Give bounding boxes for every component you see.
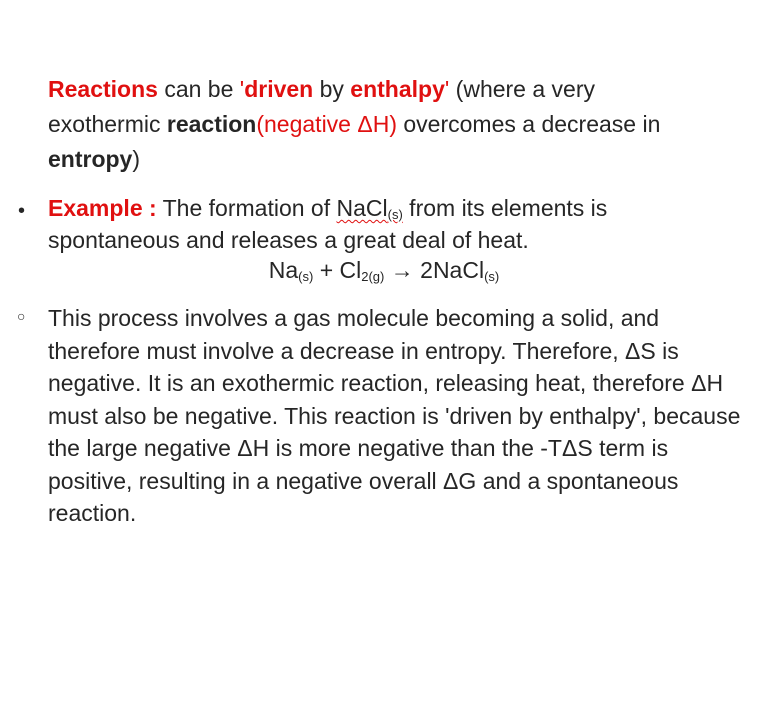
term-enthalpy: enthalpy — [350, 76, 445, 102]
explanation-paragraph: This process involves a gas molecule becoming a solid, and therefore must involve a decrease in entropy. Therefore, ΔS is negative. It is an exothermic reaction, releasing heat, therefore ΔH must also be negative. This reaction is 'driven by enthalpy', because the large negative ΔH is more negative than the -TΔS term is positive, resulting in a negative overall ΔG and a spontaneous reaction. — [48, 305, 741, 526]
intro-text: ) — [132, 146, 141, 172]
chemical-equation — [0, 254, 768, 286]
eq-product-subscript: (s) — [484, 269, 500, 284]
bullet-filled-icon: • — [18, 200, 26, 222]
nacl-subscript: (s) — [387, 207, 403, 222]
example-text: from its elements is spontaneous and releases a great deal of heat. — [48, 195, 608, 253]
eq-na-subscript: (s) — [298, 269, 314, 284]
eq-na: Na — [268, 257, 299, 283]
nacl-text: NaCl — [336, 195, 388, 221]
bullet-hollow-icon: ○ — [17, 308, 26, 324]
intro-text: can be — [157, 76, 240, 102]
quote-mark: ' — [444, 76, 450, 102]
term-driven: driven — [244, 76, 314, 102]
eq-cl-subscript: 2(g) — [361, 269, 385, 284]
example-label: Example : — [48, 195, 157, 221]
term-negative-dh: (negative ΔH) — [256, 111, 397, 137]
intro-text: by — [313, 76, 351, 102]
nacl-formula — [337, 195, 403, 221]
term-entropy: entropy — [48, 146, 133, 172]
example-paragraph — [48, 192, 708, 256]
quote-mark: ' — [239, 76, 245, 102]
intro-text: (where a very exothermic — [48, 76, 595, 137]
term-reaction: reaction — [166, 111, 257, 137]
example-text: The formation of — [156, 195, 337, 221]
eq-cl: + Cl — [313, 257, 362, 283]
intro-text: overcomes a decrease in — [397, 111, 661, 137]
intro-paragraph — [48, 72, 688, 177]
term-reactions: Reactions — [48, 76, 158, 102]
eq-product: → 2NaCl — [384, 257, 485, 283]
